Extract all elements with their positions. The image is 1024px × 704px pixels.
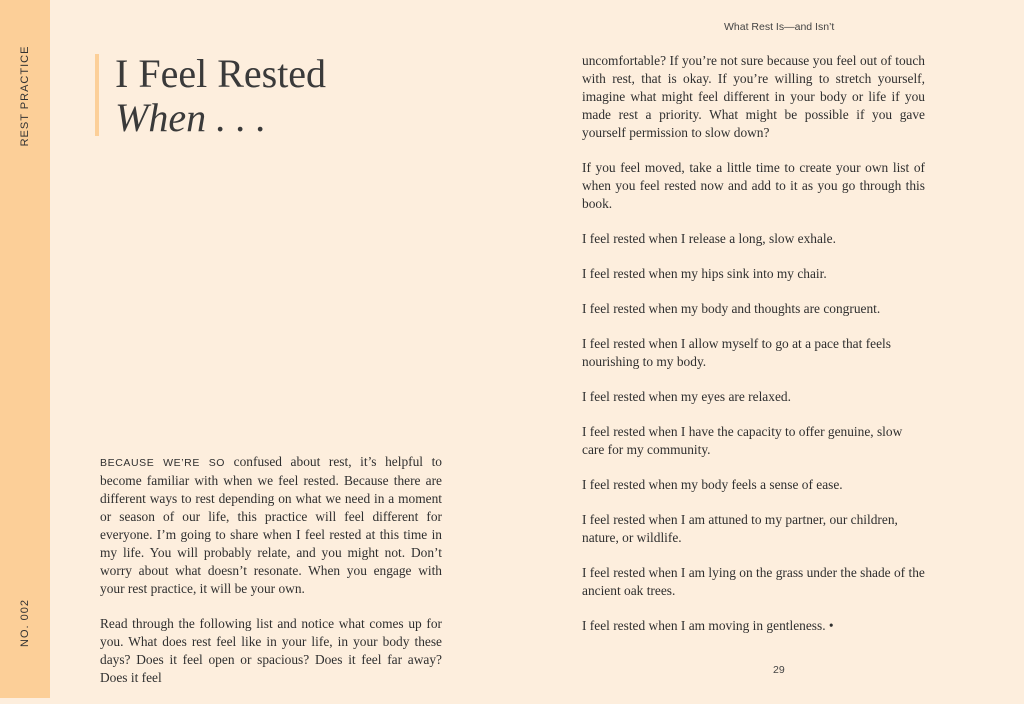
intro-paragraph <box>100 453 442 598</box>
list-item: I feel rested when my eyes are relaxed. <box>582 389 791 404</box>
sidebar-band <box>0 0 50 698</box>
lead-in: BECAUSE WE’RE SO <box>100 457 226 469</box>
chapter-title <box>95 51 327 140</box>
page-number: 29 <box>773 664 785 676</box>
list-item: I feel rested when I am moving in gentleness. • <box>582 618 834 633</box>
instruction-paragraph: Read through the following list and notice what comes up for you. What does rest feel like in your life, in your body these days? Does it feel open or spacious? Does it feel far away? Does it feel <box>100 616 442 685</box>
list-item: I feel rested when my body and thoughts are congruent. <box>582 301 881 316</box>
left-column-text <box>100 453 442 704</box>
list-item: I feel rested when my hips sink into my chair. <box>582 266 827 281</box>
title-line-2: When . . . <box>115 95 267 140</box>
practice-number: NO. 002 <box>19 599 31 647</box>
list-item: I feel rested when I have the capacity to offer genuine, slow care for my community. <box>582 424 903 457</box>
list-intro-paragraph: If you feel moved, take a little time to create your own list of when you feel rested now and add to it as you go through this book. <box>582 160 925 211</box>
section-label: REST PRACTICE <box>19 45 31 147</box>
list-item: I feel rested when I am attuned to my partner, our children, nature, or wildlife. <box>582 512 898 545</box>
title-line-1: I Feel Rested <box>115 51 327 96</box>
list-item: I feel rested when I allow myself to go at a pace that feels nourishing to my body. <box>582 336 891 369</box>
list-item: I feel rested when my body feels a sense of ease. <box>582 477 843 492</box>
running-head: What Rest Is—and Isn’t <box>724 21 835 33</box>
list-item: I feel rested when I am lying on the grass under the shade of the ancient oak trees. <box>582 565 925 598</box>
list-item: I feel rested when I release a long, slow exhale. <box>582 231 836 246</box>
continuation-paragraph: uncomfortable? If you’re not sure because you feel out of touch with rest, that is okay. If you’re willing to stretch yourself, imagine what might feel different in your body or life if you made rest a priority. What might be possible if you gave yourself permission to slow down? <box>582 53 925 140</box>
intro-paragraph-text: confused about rest, it’s helpful to become familiar with when we feel rested. Because there are different ways to rest depending on what we need in a moment or season of our life, this practice will feel different for everyone. I’m going to share when I feel rested at this time in my life. You will probably relate, and you might not. Don’t worry about what doesn’t resonate. When you engage with your rest practice, it will be your own. <box>100 454 442 596</box>
right-column-text <box>582 52 925 652</box>
